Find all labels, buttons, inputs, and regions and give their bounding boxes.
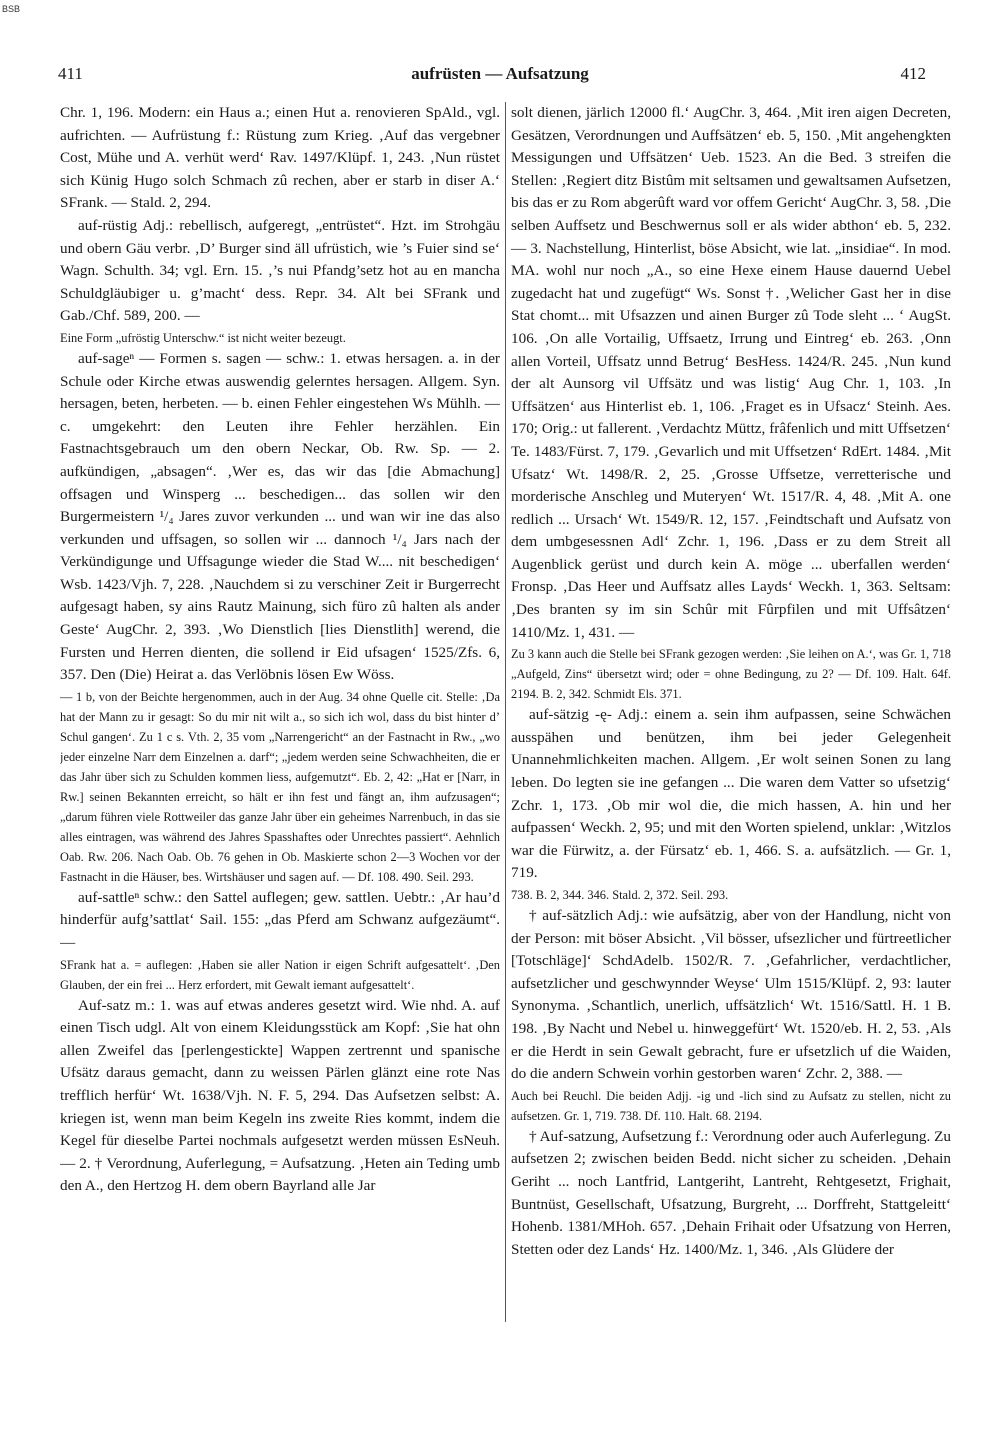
small-note-paragraph: Eine Form „ufröstig Unterschw.“ ist nicht weiter bezeugt. bbox=[60, 330, 346, 345]
entry-paragraph: solt dienen, järlich 12000 fl.‘ AugChr. 3, 464. ‚Mit iren aigen Decreten, Gesätzen, Verordnungen und Auffsätzen‘ eb. 5, 150. ‚Mit angehengkten Messigungen und Uffsätzen‘ Ueb. 1523. An die Bed. 3 streifen die Stellen: ‚Regiert ditz Bistûm mit seltsamen und gewaltsamen Aufsetzen, bis das er zu Rom abgerûft ward vor offem Gericht‘ AugChr. 3, 58. ‚Die selben Auffsetz und Beschwernus soll er als wider abthon‘ eb. 5, 232. — 3. Nachstellung, Hinterlist, böse Absicht, wie lat. „insidiae“. In mod. MA. wohl nur noch „A., so eine Hexe einem Hause dauernd Uebel zugedacht hat und zugefügt“ Ws. Sonst †. ‚Welicher Gast her in dise Stat chomt... mit Ufsazzen und ainen Burger zû Tode sleht ... ‘ AugSt. 106. ‚On alle Vortailig, Uffsaetz, Irrung und Eintreg‘ eb. 263. ‚Onn allen Vorteil, Uffsatz unnd Betrug‘ BesHess. 1424/R. 245. ‚Nun kund der alt Aunsorg vil Uffsätz und was listig‘ Aug Chr. 1, 103. ‚In Uffsätzen‘ aus Hinterlist eb. 1, 106. ‚Fraget es in Ufsacz‘ Steinh. Aes. 170; Orig.: ut fallerent. ‚Verdachtz Müttz, frâfenlich und mitt Uffsetzen‘ Te. 1483/Fürst. 7, 179. ‚Gevarlich und mit Uffsetzen‘ RdErt. 1484. ‚Mit Ufsatz‘ Wt. 1498/R. 2, 25. ‚Grosse Uffsetze, verretterische und morderische Anschleg und Muteryen‘ Wt. 1517/R. 4, 48. ‚Mit A. one redlich ... Ursach‘ Wt. 1549/R. 12, 157. ‚Feindtschaft und Aufsatz von dem umbgesessnen Adl‘ Zchr. 1, 196. ‚Dass er zu dem Streit all Augenblick gerüst und durch kein A. möge ... uberfallen werden‘ Fronsp. ‚Das Heer und Auffsatz alles Layds‘ Weckh. 1, 363. Seltsam: ‚Des branten sy im sin Schûr mit Fûrpfilen und mit Uffsâtzen‘ 1410/Mz. 1, 431. — bbox=[511, 104, 951, 641]
entry-paragraph: auf-sattleⁿ schw.: den Sattel auflegen; gew. sattlen. Uebtr.: ‚Ar hau’d hinderfür aufg’sattlat‘ Sail. 155: „das Pferd am Schwanz aufgezäumt“. — bbox=[60, 888, 500, 952]
right-column bbox=[511, 102, 951, 1332]
page-header bbox=[0, 64, 1000, 88]
entry-paragraph: auf-rüstig Adj.: rebellisch, aufgeregt, „entrüstet“. Hzt. im Strohgäu und obern Gäu verbr. ‚D’ Burger sind äll ufrüstich, wie ’s Fuier sind se‘ Wagn. Schulth. 34; vgl. Ern. 15. ‚’s nui Pfandg’setz hot au en mancha Schuldgläubiger u. g’macht‘ dess. Repr. 34. Alt bei SFrank und Gab./Chf. 589, 200. — bbox=[60, 216, 500, 325]
small-note-paragraph: Zu 3 kann auch die Stelle bei SFrank gezogen werden: ‚Sie leihen on A.‘, was Gr. 1, 718 „Aufgeld, Zins“ übersetzt wird; oder = ohne Bedingung, zu 2? — Df. 109. Halt. 64f. 2194. B. 2, 342. Schmidt Els. 371. bbox=[511, 647, 951, 702]
column-divider bbox=[505, 102, 506, 1322]
page-number-right: 412 bbox=[900, 64, 926, 83]
small-note-paragraph: Auch bei Reuchl. Die beiden Adjj. -ig und -lich sind zu Aufsatz zu stellen, nicht zu aufsetzen. Gr. 1, 719. 738. Df. 110. Halt. 68. 2194. bbox=[511, 1088, 951, 1123]
left-column bbox=[60, 102, 500, 1332]
small-note-paragraph: SFrank hat a. = auflegen: ‚Haben sie aller Nation ir eigen Schrift aufgesattelt‘. ‚Den Glauben, der ein frei ... Herz erfordert, mit Gewalt iemant aufgesattelt‘. bbox=[60, 957, 500, 992]
entry-paragraph: Chr. 1, 196. Modern: ein Haus a.; einen Hut a. renovieren SpAld., vgl. aufrichten. — Aufrüstung f.: Rüstung zum Krieg. ‚Auf das vergebner Cost, Mühe und A. verhüt werd‘ Rav. 1497/Klüpf. 1, 243. ‚Nun rüstet sich Künig Hugo solch Schmach zû rechen, aber er starb in diser A.‘ SFrank. — Stald. 2, 294. bbox=[60, 104, 500, 212]
entry-paragraph: Auf-satz m.: 1. was auf etwas anderes gesetzt wird. Wie nhd. A. auf einen Tisch udgl. Alt von einem Kleidungsstück am Kopf: ‚Sie hat ohn allen Zweifel das [perlengestickte] Wappen zertrennt und spanische Ufsätz daraus gemacht, dann zu weissen Pärlen glänzt eine rote Nas trefflich herfür‘ Wt. 1638/Vjh. N. F. 5, 294. Das Aufsetzen selbst: A. kriegen ist, wenn man beim Kegeln ins zweite Ries kommt, indem die Kegel für dieselbe Partei nochmals aufgesetzt werden müssen EsNeuh. — 2. † Verordnung, Auferlegung, = Aufsatzung. ‚Heten ain Teding umb den A., den Hertzog H. dem obern Bayrland alle Jar bbox=[60, 996, 500, 1195]
entry-paragraph: † Auf-satzung, Aufsetzung f.: Verordnung oder auch Auferlegung. Zu aufsetzen 2; zwischen beiden Bedd. nicht sicher zu scheiden. ‚Dehain Geriht ... noch Lantfrid, Lantgeriht, Lantreht, Rehtgesetzt, Frighait, Buntnüst, Gesellschaft, Ufsatzung, Burgreht, ... Dorffreht, Stattgeleitt‘ Hohenb. 1381/MHoh. 657. ‚Dehain Frihait oder Ufsatzung von Herren, Stetten oder dez Lands‘ Hz. 1400/Mz. 1, 346. ‚Als Glüdere der bbox=[511, 1127, 951, 1258]
entry-paragraph: auf-sätzig -ę- Adj.: einem a. sein ihm aufpassen, seine Schwächen ausspähen und benützen, ihm bei jeder Gelegenheit Unannehmlichkeiten machen. Allgem. ‚Er wolt seinen Sonen zu lang leben. Do legten sie ine gefangen ... Die waren dem Vatter so ufsetzig‘ Zchr. 1, 173. ‚Ob mir wol die, die mich hassen, A. hin und her aufpassen‘ Weckh. 2, 95; und mit den Worten spielend, unklar: ‚Witzlos war die Fürwitz, a. der Fürsatz‘ eb. 1, 466. S. a. aufsätzlich. — Gr. 1, 719. bbox=[511, 706, 951, 882]
library-stamp: BSB bbox=[2, 4, 21, 14]
entry-paragraph: auf-sageⁿ — Formen s. sagen — schw.: 1. etwas hersagen. a. in der Schule oder Kirche etwas auswendig gelerntes hersagen. Allgem. Syn. hersagen, beten, herbeten. — b. einen Fehler eingestehen Ws Mühlh. — c. umgekehrt: den Leuten ihre Fehler herzählen. Ein Fastnachtsgebrauch um den obern Neckar, Ob. Rw. Sp. — 2. aufkündigen, „absagen“. ‚Wer es, das wir das [die Abmachung] offsagen und Winsperg ... beschedigen... das sollen wir den Burgermeistern ¹/₄ Jares zuvor verkunden ... und wan wir ine das also verkunden und uffsagen, so sollen wir ... dannoch ¹/₄ Jars nach der Verkündigunge und Uffsagunge wieder die Stad W.... nit beschedigen‘ Wsb. 1423/Vjh. 7, 228. ‚Nauchdem si zu verschiner Zeit ir Burgerrecht aufgesagt haben, sy ains Rautz Mainung, sich füro zû halten als ander Geste‘ AugChr. 2, 393. ‚Wo Dienstlich [lies Dienstlith] werend, die Fursten und Herren dienten, die sollend ir Eid ufsagen‘ 1525/Zfs. 6, 357. Den (Die) Heirat a. das Verlöbnis lösen Ew Wöss. bbox=[60, 349, 500, 684]
running-title: aufrüsten — Aufsatzung bbox=[411, 64, 589, 83]
entry-paragraph: † auf-sätzlich Adj.: wie aufsätzig, aber von der Handlung, nicht von der Person: mit böser Absicht. ‚Vil bösser, ufsezlicher und fürtreetlicher [Totschläge]‘ SchdAdelb. 1502/R. 7. ‚Gefahrlicher, verdachtlicher, aufsetzlicher und geschwynnder Weyse‘ Ulm 1515/Klüpf. 2, 93: lauter Synonyma. ‚Schantlich, unerlich, uffsätzlich‘ Wt. 1516/Sattl. H. 1 B. 198. ‚By Nacht und Nebel u. hinweggefürt‘ Wt. 1520/eb. H. 2, 53. ‚Als er die Herdt in sein Gewalt gebracht, fure er ufsetzlich uf die Waiden, do die andern Schwein vorhin gestorben waren‘ Zchr. 2, 388. — bbox=[511, 907, 951, 1083]
small-note-paragraph: — 1 b, von der Beichte hergenommen, auch in der Aug. 34 ohne Quelle cit. Stelle: ‚Da hat der Mann zu ir gesagt: So du mir nit wilt a., so sich ich wol, dass du bist hinter d’ Schul gangen‘. Zu 1 c s. Vth. 2, 35 vom „Narrengericht“ an der Fastnacht in Rw., „wo jeder einzelne Narr dem Einzelnen a. darf“; „jedem werden seine Schwachheiten, die er das Jahr über sich zu Schulden kommen liess, aufgemutzt“. Eb. 2, 42: „Hat er [Narr, in Rw.] seinen Bekannten erreicht, so hält er ihn fest und fängt an, ihm aufzusagen“; „darum führen viele Rottweiler das ganze Jahr über ein geheimes Narrenbuch, in das sie alles eintragen, was während des Jahres Spasshaftes oder Unrechtes passiert“. Aehnlich Oab. Rw. 206. Nach Oab. Ob. 76 gehen in Ob. Maskierte schon 2—3 Wochen vor der Fastnacht in die Häuser, bes. Wirtshäuser und sagen auf. — Df. 108. 490. Seil. 293. bbox=[60, 689, 500, 884]
small-note-paragraph: 738. B. 2, 344. 346. Stald. 2, 372. Seil. 293. bbox=[511, 888, 729, 902]
page-number-left: 411 bbox=[58, 64, 83, 83]
